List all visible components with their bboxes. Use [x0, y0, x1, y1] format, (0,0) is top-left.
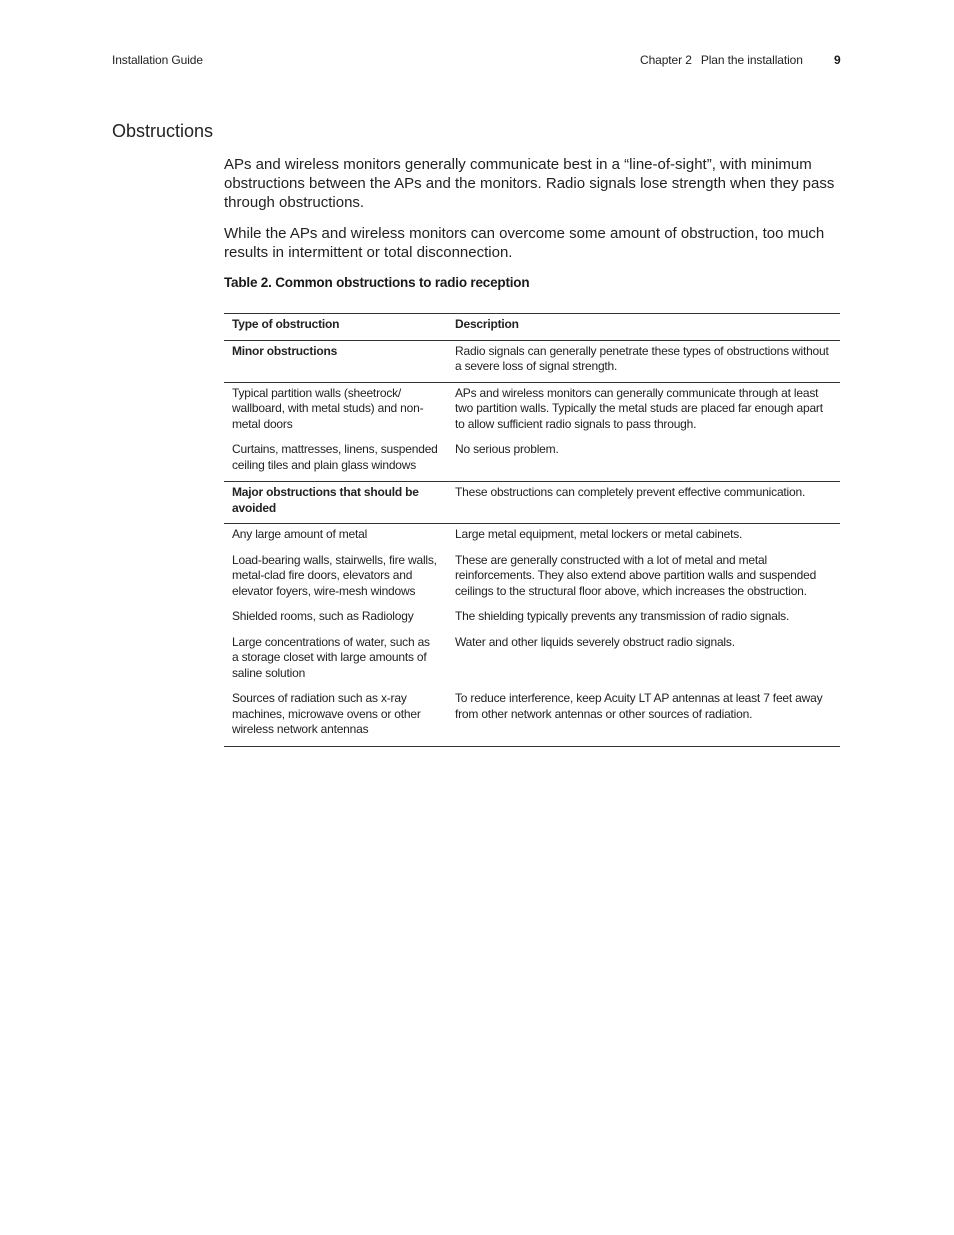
obstruction-type: Large concentrations of water, such as a storage closet with large amounts of saline solution — [232, 634, 430, 680]
table-row — [224, 606, 840, 632]
table-header-row — [224, 314, 840, 341]
obstructions-table — [224, 313, 840, 747]
table-row — [224, 688, 840, 746]
column-header-type: Type of obstruction — [224, 314, 447, 341]
obstruction-type: Any large amount of metal — [232, 527, 368, 541]
obstruction-description: To reduce interference, keep Acuity LT AP antennas at least 7 feet away from other network antennas or other sources of radiation. — [447, 688, 840, 746]
obstruction-description: The shielding typically prevents any transmission of radio signals. — [455, 609, 790, 623]
obstruction-description: APs and wireless monitors can generally communicate through at least two partition walls. Typically the metal studs are placed far enough apart to allow sufficient radio signals to pass through. — [455, 385, 823, 431]
category-description: These obstructions can completely prevent effective communication. — [447, 482, 840, 524]
table-row — [224, 439, 840, 482]
running-header-chapter — [640, 53, 803, 67]
category-row-major — [224, 482, 840, 524]
disconnection-paragraph: While the APs and wireless monitors can overcome some amount of obstruction, too much results in intermittent or total disconnection. — [224, 225, 825, 261]
table-row — [224, 632, 840, 689]
table-row — [224, 550, 840, 607]
table-row — [224, 524, 840, 550]
obstruction-type: Typical partition walls (sheetrock/ wallboard, with metal studs) and non-metal doors — [232, 385, 424, 431]
column-header-description: Description — [447, 314, 840, 341]
obstruction-type: Load-bearing walls, stairwells, fire walls, metal-clad fire doors, elevators and elevator foyers, wire-mesh windows — [232, 552, 437, 598]
obstruction-description: These are generally constructed with a lot of metal and metal reinforcements. They also extend above partition walls and suspended ceilings to the structural floor above, which increases the obstruction. — [455, 552, 817, 598]
obstruction-type: Sources of radiation such as x-ray machines, microwave ovens or other wireless network antennas — [224, 688, 447, 746]
category-name: Minor obstructions — [224, 340, 447, 382]
obstruction-description: Large metal equipment, metal lockers or metal cabinets. — [455, 527, 743, 541]
page-number: 9 — [834, 53, 841, 67]
table-row — [224, 382, 840, 439]
chapter-label: Chapter 2 — [640, 53, 692, 67]
section-title: Obstructions — [112, 121, 214, 141]
category-row-minor — [224, 340, 840, 382]
category-description: Radio signals can generally penetrate these types of obstructions without a severe loss of signal strength. — [447, 340, 840, 382]
intro-paragraph: APs and wireless monitors generally communicate best in a “line-of-sight”, with minimum obstructions between the APs and the monitors. Radio signals lose strength when they pass through obstructions. — [224, 156, 835, 211]
obstruction-description: No serious problem. — [447, 439, 840, 482]
obstruction-type: Curtains, mattresses, linens, suspended ceiling tiles and plain glass windows — [224, 439, 447, 482]
running-header-title: Installation Guide — [112, 53, 203, 67]
category-name: Major obstructions that should be avoided — [224, 482, 447, 524]
table-caption: Table 2. Common obstructions to radio reception — [224, 275, 530, 290]
obstruction-description: Water and other liquids severely obstruct radio signals. — [455, 634, 735, 649]
obstruction-type: Shielded rooms, such as Radiology — [232, 609, 414, 623]
chapter-section: Plan the installation — [700, 53, 803, 67]
